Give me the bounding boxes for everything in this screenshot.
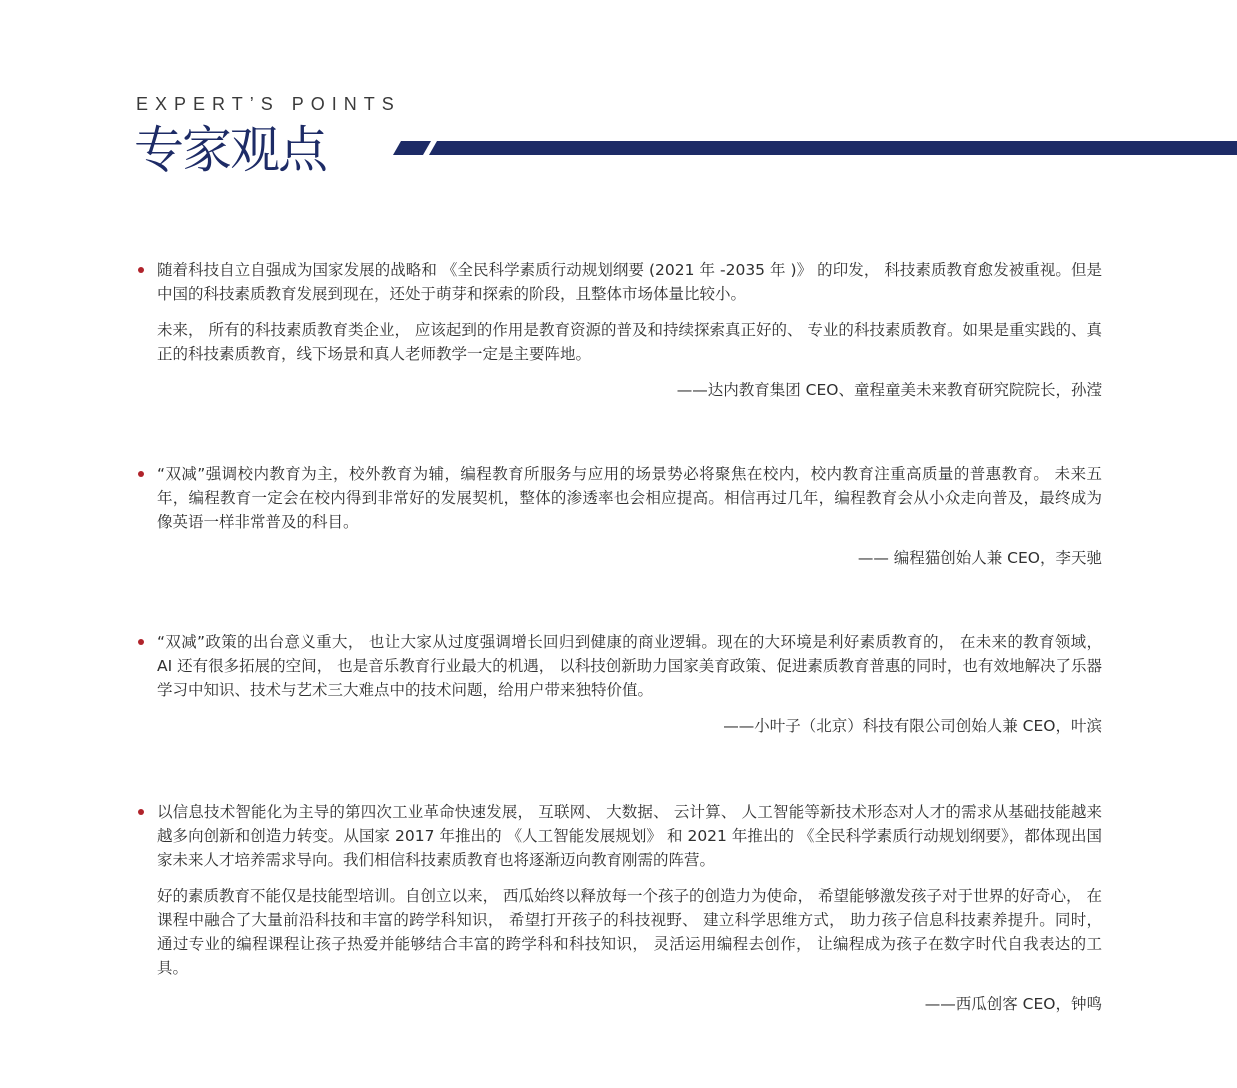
quote-paragraph xyxy=(136,800,1102,872)
quote-paragraph xyxy=(136,884,1102,980)
quote-paragraph xyxy=(136,462,1102,534)
bullet-icon xyxy=(138,639,144,645)
rule-slash-small xyxy=(393,141,431,155)
quote-text: “双减”强调校内教育为主，校外教育为辅，编程教育所服务与应用的场景势必将聚焦在校内，校内教育注重高质量的普惠教育。 未来五年，编程教育一定会在校内得到非常好的发展契机，整体的渗透率也会相应提高。相信再过几年，编程教育会从小众走向普及，最终成为像英语一样非常普及的科目。 xyxy=(157,465,1102,531)
bullet-icon xyxy=(138,267,144,273)
quote-text: “双减”政策的出台意义重大， 也让大家从过度强调增长回归到健康的商业逻辑。现在的大环境是利好素质教育的， 在未来的教育领域， AI 还有很多拓展的空间， 也是音乐教育行业最大的机遇， 以科技创新助力国家美育政策、促进素质教育普惠的同时，也有效地解决了乐器学习中知识、技术与艺术三大难点中的技术问题，给用户带来独特价值。 xyxy=(157,633,1102,699)
quote-block-3 xyxy=(136,630,1102,738)
quote-paragraph xyxy=(136,258,1102,306)
quote-block-1 xyxy=(136,258,1102,402)
rule-bar xyxy=(429,141,1237,155)
quote-block-2 xyxy=(136,462,1102,570)
bullet-icon xyxy=(138,471,144,477)
quote-paragraph xyxy=(136,630,1102,702)
quote-block-4 xyxy=(136,800,1102,1016)
quote-text: 随着科技自立自强成为国家发展的战略和 《全民科学素质行动规划纲要 (2021 年 -2035 年 )》 的印发， 科技素质教育愈发被重视。但是中国的科技素质教育发展到现在，还处于萌芽和探索的阶段，且整体市场体量比较小。 xyxy=(157,261,1102,303)
bullet-icon xyxy=(138,809,144,815)
quote-text: 好的素质教育不能仅是技能型培训。自创立以来， 西瓜始终以释放每一个孩子的创造力为使命， 希望能够激发孩子对于世界的好奇心， 在课程中融合了大量前沿科技和丰富的跨学科知识， 希望打开孩子的科技视野、 建立科学思维方式， 助力孩子信息科技素养提升。同时， 通过专业的编程课程让孩子热爱并能够结合丰富的跨学科和科技知识， 灵活运用编程去创作， 让编程成为孩子在数字时代自我表达的工具。 xyxy=(157,887,1102,977)
quote-signature: —— 编程猫创始人兼 CEO，李天驰 xyxy=(857,549,1102,567)
quote-signature: ——西瓜创客 CEO，钟鸣 xyxy=(924,995,1102,1013)
quote-signature: ——达内教育集团 CEO、童程童美未来教育研究院院长，孙滢 xyxy=(676,381,1102,399)
page-title: 专家观点 xyxy=(134,121,326,179)
quote-signature: ——小叶子（北京）科技有限公司创始人兼 CEO，叶滨 xyxy=(723,717,1102,735)
quote-text: 以信息技术智能化为主导的第四次工业革命快速发展， 互联网、 大数据、 云计算、 人工智能等新技术形态对人才的需求从基础技能越来越多向创新和创造力转变。从国家 2017 年推出的 《人工智能发展规划》 和 2021 年推出的 《全民科学素质行动规划纲要》，都体现出国家未来人才培养需求导向。我们相信科技素质教育也将逐渐迈向教育刚需的阵营。 xyxy=(157,803,1102,869)
quote-text: 未来， 所有的科技素质教育类企业， 应该起到的作用是教育资源的普及和持续探索真正好的、 专业的科技素质教育。如果是重实践的、真正的科技素质教育，线下场景和真人老师教学一定是主要阵地。 xyxy=(157,321,1102,363)
quote-paragraph xyxy=(136,318,1102,366)
header-rule xyxy=(393,141,1237,155)
header-subtitle-en: EXPERT’S POINTS xyxy=(136,94,401,114)
